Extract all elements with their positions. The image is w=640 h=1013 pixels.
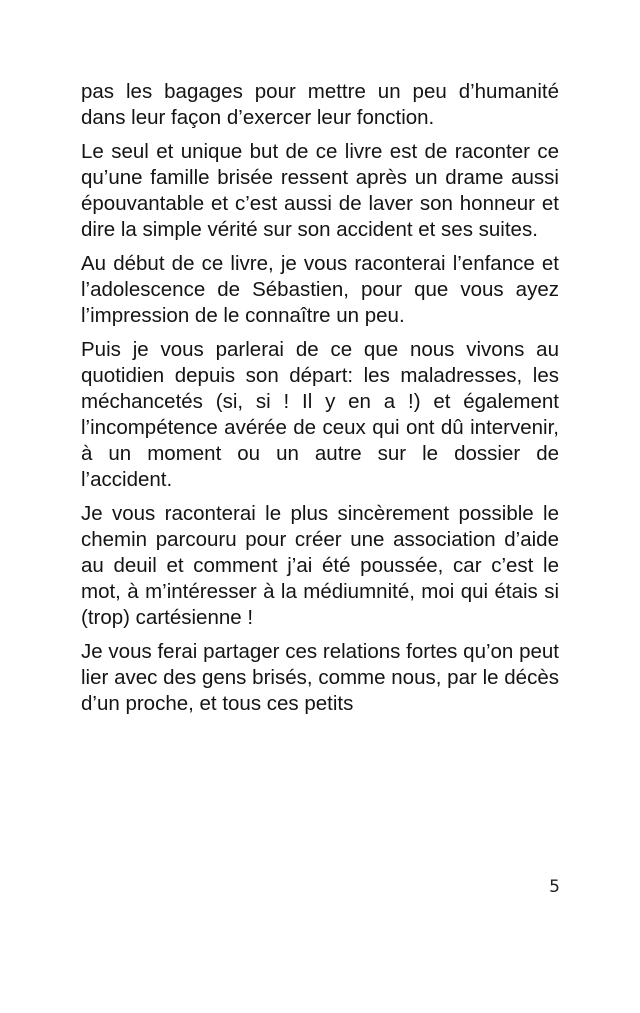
paragraph-3: Au début de ce livre, je vous raconterai l’enfance et l’adolescence de Sébastien, pour que vous ayez l’impression de le connaître un peu. — [81, 252, 559, 327]
page-number: 5 — [549, 877, 560, 897]
page-body — [81, 79, 559, 725]
paragraph-2: Le seul et unique but de ce livre est de raconter ce qu’une famille brisée ressent après un drame aussi épouvantable et c’est aussi de laver son honneur et dire la simple vérité sur son accident et ses suites. — [81, 140, 559, 241]
paragraph-5: Je vous raconterai le plus sincèrement possible le chemin parcouru pour créer une association d’aide au deuil et comment j’ai été poussée, car c’est le mot, à m’intéresser à la médiumnité, moi qui étais si (trop) cartésienne ! — [81, 502, 559, 629]
paragraph-1: pas les bagages pour mettre un peu d’humanité dans leur façon d’exercer leur fonction. — [81, 80, 559, 129]
paragraph-6: Je vous ferai partager ces relations fortes qu’on peut lier avec des gens brisés, comme nous, par le décès d’un proche, et tous ces petits — [81, 640, 559, 715]
paragraph-4: Puis je vous parlerai de ce que nous vivons au quotidien depuis son départ: les maladresses, les méchancetés (si, si ! Il y en a !) et également l’incompétence avérée de ceux qui ont dû intervenir, à un moment ou un autre sur le dossier de l’accident. — [81, 338, 559, 491]
